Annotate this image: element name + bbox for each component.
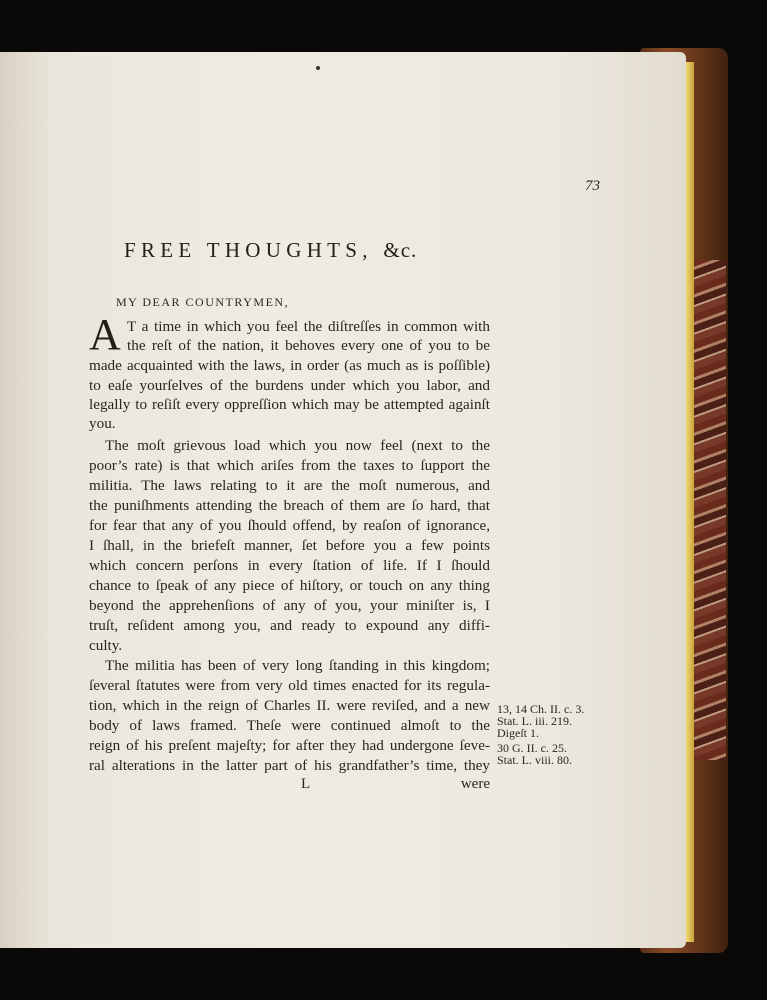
text-line: reign of his preſent majeſty; for after they had undergone ſeve- <box>89 737 490 754</box>
text-line: ſeveral ſtatutes were from very old times enacted for its regula- <box>89 677 490 694</box>
text-line: ral alterations in the latter part of his grandfather’s time, they <box>89 757 490 774</box>
text-line: body of laws framed. Theſe were continued almoſt to the <box>89 717 490 734</box>
text-line: to eaſe yourſelves of the burdens under which you labor, and <box>89 377 490 394</box>
margin-note: 13, 14 Ch. II. c. 3. <box>497 702 585 716</box>
salutation: MY DEAR COUNTRYMEN, <box>116 295 290 309</box>
text-line: The militia has been of very long ſtanding in this kingdom; <box>105 657 490 674</box>
text-line: poor’s rate) is that which ariſes from the taxes to ſupport the <box>89 457 490 474</box>
text-line: The moſt grievous load which you now feel (next to the <box>105 437 490 454</box>
margin-note: Stat. L. iii. 219. <box>497 714 572 728</box>
text-line: which concern perſons in every ſtation of life. If I ſhould <box>89 557 490 574</box>
catchword: were <box>460 776 490 792</box>
marbled-endpaper <box>692 260 726 760</box>
page-number: 73 <box>585 178 600 194</box>
text-line: for fear that any of you ſhould offend, by reaſon of ignorance, <box>89 517 490 534</box>
text-line: the puniſhments attending the breach of them are ſo hard, that <box>89 497 490 514</box>
margin-note: Digeſt 1. <box>497 726 539 740</box>
margin-note: Stat. L. viii. 80. <box>497 753 572 767</box>
drop-cap: A <box>89 310 121 359</box>
page-title <box>124 238 504 263</box>
ink-dot <box>316 66 320 70</box>
text-line: militia. The laws relating to it are the moſt numerous, and <box>89 477 490 494</box>
text-line: culty. <box>89 637 123 654</box>
text-line: the reſt of the nation, it behoves every one of you to be <box>127 337 490 354</box>
signature-mark: L <box>301 776 311 792</box>
title-main: FREE THOUGHTS, <box>124 238 373 262</box>
title-etc: &c. <box>383 238 418 262</box>
text-line: beyond the apprehenſions of any of you, your miniſter is, I <box>89 597 490 614</box>
text-line: made acquainted with the laws, in order (as much as is poſſible) <box>89 357 490 374</box>
text-line: legally to reſiſt every oppreſſion which may be attempted againſt <box>89 396 490 413</box>
text-line: tion, which in the reign of Charles II. were reviſed, and a new <box>89 697 490 714</box>
text-line: truſt, reſident among you, and ready to expound any diffi- <box>89 617 490 634</box>
margin-note: 30 G. II. c. 25. <box>497 741 567 755</box>
text-line: chance to ſpeak of any piece of hiſtory, or touch on any thing <box>89 577 490 594</box>
text-line: you. <box>89 415 116 432</box>
text-line: T a time in which you feel the diſtreſſes in common with <box>127 318 490 335</box>
text-line: I ſhall, in the briefeſt manner, ſet before you a few points <box>89 537 490 554</box>
